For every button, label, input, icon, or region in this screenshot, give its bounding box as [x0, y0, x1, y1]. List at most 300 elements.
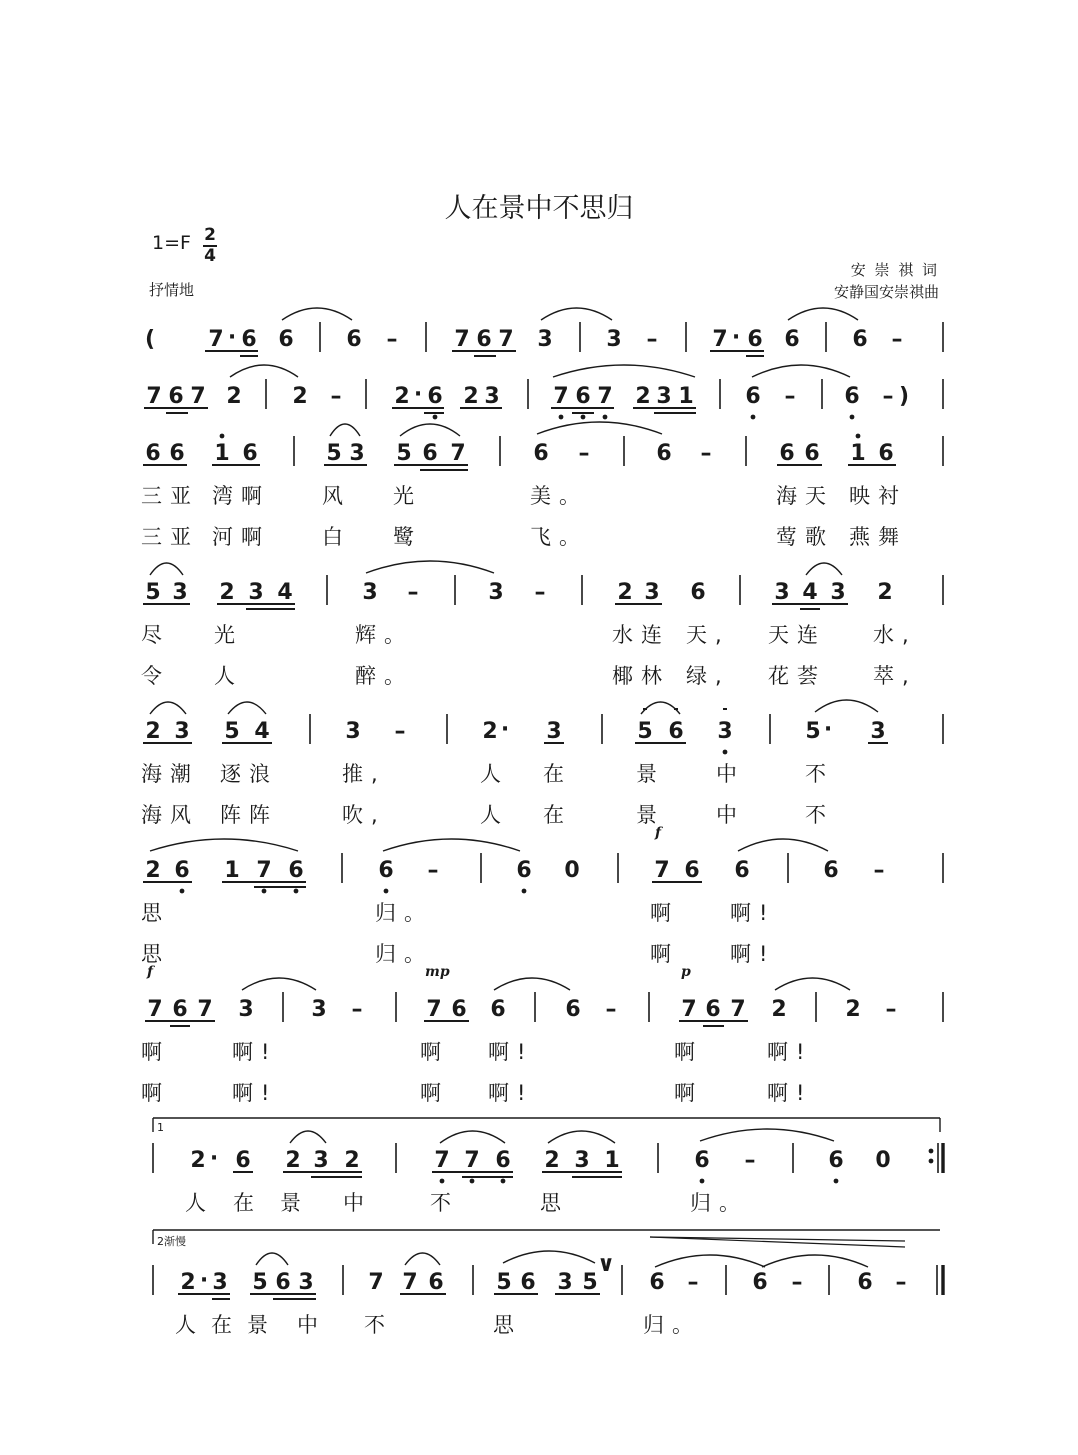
note: 3	[537, 327, 553, 352]
lyric: 归。	[690, 1191, 748, 1215]
lyric: 椰林	[612, 664, 670, 688]
note: 6	[235, 1148, 251, 1173]
lyric: 归。	[643, 1313, 701, 1337]
lyric: 啊!	[232, 1040, 278, 1064]
lyric: 风	[322, 484, 351, 508]
lyrics-system-6-verse-2	[0, 938, 1078, 968]
slur	[548, 1131, 615, 1143]
octave-dot	[384, 889, 389, 894]
tie	[775, 978, 850, 990]
lyric: 萃,	[873, 664, 917, 688]
note: 7	[256, 858, 272, 883]
lyric: 思	[493, 1313, 522, 1337]
note: 3	[345, 719, 361, 744]
note: 6	[288, 858, 304, 883]
note: 3	[488, 580, 504, 605]
note: 6	[823, 858, 839, 883]
slur	[228, 702, 266, 714]
note: 2	[145, 719, 161, 744]
note: 3	[606, 327, 622, 352]
slur	[150, 563, 183, 575]
note: 2	[344, 1148, 360, 1173]
lyric: 花荟	[768, 664, 826, 688]
note: 6	[649, 1270, 665, 1295]
note: 6	[169, 441, 185, 466]
note: 7	[464, 1148, 480, 1173]
note: 6	[346, 327, 362, 352]
lyric: 不	[430, 1191, 459, 1215]
lyrics-system-7-verse-1	[0, 1036, 1078, 1066]
lyric: 人	[175, 1313, 204, 1337]
lyric: 海风	[141, 803, 199, 827]
lyric: 映衬	[849, 484, 907, 508]
note: 6	[804, 441, 820, 466]
note: 6	[857, 1270, 873, 1295]
tie	[282, 308, 352, 320]
octave-dot	[522, 889, 527, 894]
octave-dot	[220, 434, 225, 439]
tie	[788, 308, 858, 320]
note: 3	[717, 719, 733, 744]
note: 3	[546, 719, 562, 744]
note: 6	[668, 719, 684, 744]
dynamic-marking: mp	[425, 964, 450, 980]
note: 6	[779, 441, 795, 466]
lyric: 人	[480, 803, 509, 827]
note: 2	[190, 1148, 206, 1173]
tie	[700, 1129, 834, 1141]
lyric: 啊	[141, 1081, 170, 1105]
slur	[553, 365, 695, 377]
octave-dot	[723, 750, 728, 755]
note: 6	[752, 1270, 768, 1295]
lyric: 啊!	[767, 1081, 813, 1105]
note: 2	[394, 384, 410, 409]
repeat-dot	[929, 1159, 934, 1164]
dot: ·	[199, 1268, 209, 1293]
note: 6	[490, 997, 506, 1022]
slur	[256, 1253, 288, 1265]
lyric: 啊	[650, 901, 679, 925]
note: 6	[878, 441, 894, 466]
lyric: 在	[233, 1191, 262, 1215]
lyric: 啊!	[730, 942, 776, 966]
note: 6	[172, 997, 188, 1022]
note: 2	[482, 719, 498, 744]
octave-dot	[262, 889, 267, 894]
note: 6	[684, 858, 700, 883]
lyric: 湾啊	[212, 484, 270, 508]
meter-top: 2	[204, 225, 216, 245]
note: 6	[451, 997, 467, 1022]
note: 5	[145, 580, 161, 605]
note: 2	[635, 384, 651, 409]
dash: –	[700, 441, 712, 466]
note: 2	[226, 384, 242, 409]
dynamic-marking: f	[147, 964, 154, 980]
lyric: 令	[141, 664, 170, 688]
dash: –	[784, 384, 796, 409]
paren: (	[144, 327, 156, 352]
lyric: 人	[214, 664, 243, 688]
note: 6	[378, 858, 394, 883]
note: 6	[844, 384, 860, 409]
lyric: 啊!	[232, 1081, 278, 1105]
dash: –	[891, 327, 903, 352]
paren: )	[898, 384, 910, 409]
note: 6	[656, 441, 672, 466]
lyrics-system-4-verse-1	[0, 619, 1078, 649]
note: 7	[681, 997, 697, 1022]
dash: –	[885, 997, 897, 1022]
note: 7	[498, 327, 514, 352]
lyrics-system-7-verse-2	[0, 1077, 1078, 1107]
note: 1	[678, 384, 694, 409]
octave-dot	[850, 415, 855, 420]
note: 0	[564, 858, 580, 883]
note: 6	[520, 1270, 536, 1295]
tie	[655, 1255, 765, 1267]
lyric: 不	[805, 762, 834, 786]
note: 7	[147, 997, 163, 1022]
dash: –	[351, 997, 363, 1022]
breath: ∨	[597, 1252, 615, 1277]
slur	[290, 1131, 326, 1143]
octave-dot	[440, 1179, 445, 1184]
note: 7	[730, 997, 746, 1022]
note: 2	[219, 580, 235, 605]
lyrics-system-8	[0, 1187, 1078, 1217]
lyric: 归。	[375, 901, 433, 925]
key-signature: 1=F	[152, 232, 191, 254]
tie	[541, 308, 612, 320]
lyric: 中	[297, 1313, 326, 1337]
note: 3	[484, 384, 500, 409]
dot: ·	[500, 717, 510, 742]
lyric: 在	[543, 803, 572, 827]
note: 2	[180, 1270, 196, 1295]
octave-dot	[751, 415, 756, 420]
lyric: 海天	[776, 484, 834, 508]
dash: –	[687, 1270, 699, 1295]
lyricist-credit: 安 崇 祺 词	[850, 261, 939, 279]
lyric: 在	[543, 762, 572, 786]
note: 6	[278, 327, 294, 352]
dash: –	[646, 327, 658, 352]
dash: –	[386, 327, 398, 352]
note: 7	[450, 441, 466, 466]
note: 4	[277, 580, 293, 605]
lyric: 景	[636, 762, 665, 786]
lyric: 推,	[342, 762, 386, 786]
lyric: 绿,	[686, 664, 730, 688]
dash: –	[427, 858, 439, 883]
note: 5	[252, 1270, 268, 1295]
note: 7	[146, 384, 162, 409]
note: 6	[745, 384, 761, 409]
note: 7	[197, 997, 213, 1022]
lyric: 中	[343, 1191, 372, 1215]
note: 3	[644, 580, 660, 605]
lyric: 河啊	[212, 525, 270, 549]
dash: –	[578, 441, 590, 466]
note: 7	[208, 327, 224, 352]
lyric: 三亚	[141, 525, 199, 549]
lyric: 人	[480, 762, 509, 786]
note: 3	[172, 580, 188, 605]
note: 1	[604, 1148, 620, 1173]
note: 6	[242, 441, 258, 466]
octave-dot	[603, 415, 608, 420]
tie	[230, 365, 298, 377]
lyric: 中	[716, 803, 745, 827]
lyric: 光	[214, 623, 243, 647]
dash: –	[407, 580, 419, 605]
lyric: 飞。	[530, 525, 588, 549]
repeat-dot	[929, 1149, 934, 1154]
slur	[806, 563, 842, 575]
note: 7	[654, 858, 670, 883]
note: 6	[575, 384, 591, 409]
lyric: 三亚	[141, 484, 199, 508]
note: 7	[454, 327, 470, 352]
note: 7	[597, 384, 613, 409]
note: 6	[734, 858, 750, 883]
lyrics-system-6-verse-1	[0, 897, 1078, 927]
note: 1	[224, 858, 240, 883]
dynamic-marking: f	[655, 825, 662, 841]
lyrics-system-3-verse-2	[0, 521, 1078, 551]
dash: –	[791, 1270, 803, 1295]
note: 5	[224, 719, 240, 744]
lyric: 人	[185, 1191, 214, 1215]
note: 3	[311, 997, 327, 1022]
lyric: 啊	[420, 1081, 449, 1105]
dot: ·	[413, 382, 423, 407]
lyric: 啊!	[488, 1040, 534, 1064]
note: 6	[427, 384, 443, 409]
note: 4	[802, 580, 818, 605]
slur	[503, 1251, 595, 1263]
lyric: 啊	[141, 1040, 170, 1064]
dot: ·	[731, 325, 741, 350]
lyric: 白	[322, 525, 351, 549]
lyric: 尽	[141, 623, 170, 647]
note: 2	[617, 580, 633, 605]
composer-credit: 安静国安崇祺曲	[833, 283, 939, 301]
note: 6	[476, 327, 492, 352]
lyrics-system-3-verse-1	[0, 480, 1078, 510]
octave-dot	[834, 1179, 839, 1184]
note: 7	[368, 1270, 384, 1295]
tie	[738, 839, 828, 851]
note: 3	[774, 580, 790, 605]
lyric: 莺歌	[776, 525, 834, 549]
tie	[762, 1255, 868, 1267]
slur	[405, 1253, 440, 1265]
dash: –	[882, 384, 894, 409]
lyrics-system-9	[0, 1309, 1078, 1339]
lyric: 啊	[420, 1040, 449, 1064]
note: 7	[434, 1148, 450, 1173]
note: 5	[326, 441, 342, 466]
note: 6	[145, 441, 161, 466]
note: 0	[875, 1148, 891, 1173]
lyric: 啊	[674, 1040, 703, 1064]
lyric: 不	[805, 803, 834, 827]
volta-1-label: 1	[157, 1121, 164, 1134]
note: 6	[428, 1270, 444, 1295]
lyric: 吹,	[342, 803, 386, 827]
note: 6	[747, 327, 763, 352]
lyric: 光	[393, 484, 422, 508]
note: 6	[565, 997, 581, 1022]
note: 3	[349, 441, 365, 466]
octave-dot	[180, 889, 185, 894]
lyric: 阵阵	[220, 803, 278, 827]
slur	[400, 424, 460, 436]
dash: –	[873, 858, 885, 883]
lyric: 思	[141, 901, 170, 925]
octave-dot	[700, 1179, 705, 1184]
note: 7	[190, 384, 206, 409]
lyric: 燕舞	[849, 525, 907, 549]
slur	[150, 839, 298, 851]
lyric: 啊!	[730, 901, 776, 925]
note: 6	[174, 858, 190, 883]
octave-dot	[470, 1179, 475, 1184]
lyric: 中	[716, 762, 745, 786]
note: 3	[313, 1148, 329, 1173]
note: 2	[463, 384, 479, 409]
lyric: 美。	[530, 484, 588, 508]
lyric: 辉。	[355, 623, 413, 647]
note: 6	[694, 1148, 710, 1173]
lyric: 景	[247, 1313, 276, 1337]
note: 7	[712, 327, 728, 352]
note: 6	[168, 384, 184, 409]
note: 6	[690, 580, 706, 605]
lyric: 归。	[375, 942, 433, 966]
note: 3	[557, 1270, 573, 1295]
lyric: 啊	[674, 1081, 703, 1105]
tie	[494, 978, 570, 990]
lyric: 思	[540, 1191, 569, 1215]
slur	[440, 1131, 505, 1143]
note: 6	[516, 858, 532, 883]
note: 3	[212, 1270, 228, 1295]
note: 5	[582, 1270, 598, 1295]
note: 6	[784, 327, 800, 352]
lyrics-system-4-verse-2	[0, 660, 1078, 690]
slur	[330, 424, 360, 436]
note: 3	[362, 580, 378, 605]
lyric: 在	[211, 1313, 240, 1337]
lyric: 啊	[650, 942, 679, 966]
dot: ·	[227, 325, 237, 350]
lyric: 逐浪	[220, 762, 278, 786]
octave-dot	[501, 1179, 506, 1184]
lyric: 醉。	[355, 664, 413, 688]
note: 3	[238, 997, 254, 1022]
octave-dot	[856, 434, 861, 439]
note: 2	[845, 997, 861, 1022]
lyric: 水连	[612, 623, 670, 647]
note: 2	[145, 858, 161, 883]
tie	[752, 365, 850, 377]
tie	[366, 561, 494, 573]
note: 6	[241, 327, 257, 352]
note: 2	[544, 1148, 560, 1173]
meter-bottom: 4	[204, 246, 216, 266]
lyric: 思	[141, 942, 170, 966]
octave-dot	[294, 889, 299, 894]
note: 6	[828, 1148, 844, 1173]
note: 3	[174, 719, 190, 744]
note: 3	[830, 580, 846, 605]
lyric: 天,	[686, 623, 730, 647]
dot: ·	[823, 717, 833, 742]
note: 3	[870, 719, 886, 744]
note: 2	[877, 580, 893, 605]
note: 7	[426, 997, 442, 1022]
tie	[815, 700, 878, 712]
lyric: 海潮	[141, 762, 199, 786]
dynamic-marking: p	[681, 964, 691, 980]
lyric: 啊!	[488, 1081, 534, 1105]
note: 1	[214, 441, 230, 466]
octave-dot	[559, 415, 564, 420]
lyric: 天连	[768, 623, 826, 647]
lyrics-system-5-verse-1	[0, 758, 1078, 788]
tie	[242, 978, 316, 990]
lyrics-system-5-verse-2	[0, 799, 1078, 829]
lyric: 不	[364, 1313, 393, 1337]
note: 6	[422, 441, 438, 466]
tempo-marking: 抒情地	[149, 281, 195, 299]
note: 6	[275, 1270, 291, 1295]
note: 5	[637, 719, 653, 744]
note: 2	[285, 1148, 301, 1173]
lyric: 水,	[873, 623, 917, 647]
note: 3	[656, 384, 672, 409]
note: 7	[553, 384, 569, 409]
tie	[383, 839, 520, 851]
dash: –	[534, 580, 546, 605]
note: 2	[771, 997, 787, 1022]
dash: –	[605, 997, 617, 1022]
note: 6	[533, 441, 549, 466]
note: 4	[254, 719, 270, 744]
note: 5	[805, 719, 821, 744]
tie	[537, 422, 662, 434]
note: 6	[705, 997, 721, 1022]
dash: –	[895, 1270, 907, 1295]
song-title: 人在景中不思归	[444, 193, 634, 224]
lyric: 景	[636, 803, 665, 827]
slur	[150, 702, 186, 714]
note: 1	[850, 441, 866, 466]
note: 5	[396, 441, 412, 466]
lyric: 啊!	[767, 1040, 813, 1064]
dash: –	[394, 719, 406, 744]
lyric: 景	[280, 1191, 309, 1215]
lyric: 鹭	[393, 525, 422, 549]
note: 7	[402, 1270, 418, 1295]
note: 3	[574, 1148, 590, 1173]
dot: ·	[209, 1146, 219, 1171]
note: 6	[852, 327, 868, 352]
